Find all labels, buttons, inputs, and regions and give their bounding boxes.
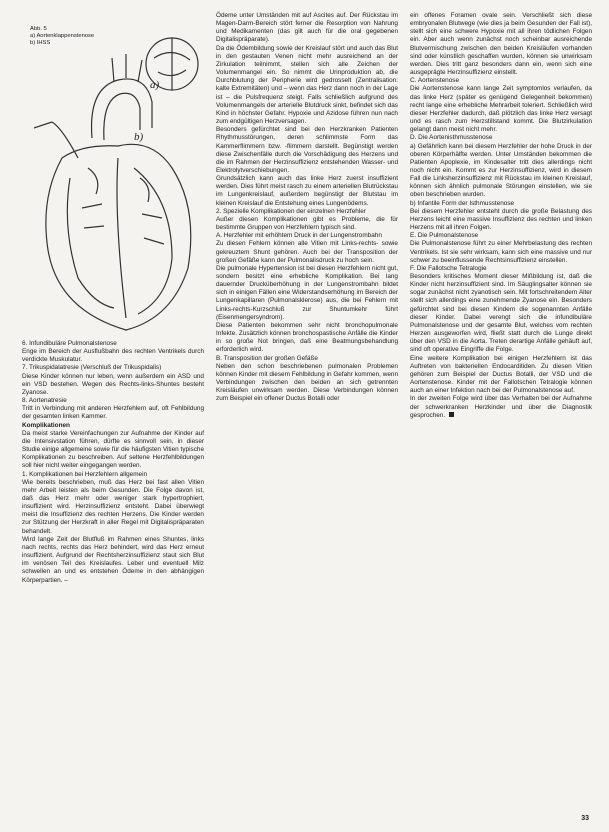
paragraph: Die pulmonale Hypertension ist bei diesen Herzfehlern nicht gut, sondern besitzt eine erhebliche Komplikation. Bei lang dauernder Drucküberhöhung in der Lungenstrombahn bildet sich in einigen Fällen eine Widerstandserhöhung im Bereich der Lungenkapillaren (Pulmonalsklerose) aus, die bei Fehlern mit Links-rechts-Kurzschluß zur Shuntumkehr führt (Eisenmengersyndrom). (216, 264, 398, 321)
paragraph: ein offenes Foramen ovale sein. Verschließt sich diese embryonalen Blutwege (wie dies ja beim Gesunden der Fall ist), stellt sich eine schwere Hypoxie mit all ihren tödlichen Folgen ein. Aber auch wenn zunächst noch scheinbar ausreichende Blutvermischung zwischen den beiden Kreisläufen vorhanden sind oder künstlich geschaffen wurden, können sie unwirksam werden. Dies tritt ganz besonders dann ein, wenn sich eine ausgeprägte Herzinsuffizienz einstellt. (410, 12, 592, 77)
paragraph: Außer diesen Komplikationen gibt es Probleme, die für bestimmte Gruppen von Herzfehlern typisch sind. (216, 215, 398, 232)
closing-text: In der zweiten Folge wird über das Verhalten bei der Aufnahme der schwerkranken Herzkinder und über die Diagnostik gesprochen. (410, 395, 592, 419)
page-number: 33 (581, 815, 589, 822)
figure-caption-line: b) IHSS (30, 40, 51, 46)
paragraph: 8. Aortenatresie Tritt in Verbindung mit anderen Herzfehlern auf, oft Fehlbildung der gesamten linken Kammer. (22, 397, 204, 421)
figure-caption-line: a) Aortenklappenstenose (30, 33, 95, 39)
paragraph: 7. Trikuspidalatresie (Verschluß der Trikuspidalis) Diese Kinder können nur leben, wenn außerdem ein ASD und ein VSD bestehen. Wegen des Rechts-links-Shuntes besteht Zyanose. (22, 364, 204, 396)
label-a: a) (150, 79, 160, 91)
paragraph: Die Aortenstenose kann lange Zeit symptomlos verlaufen, da das linke Herz (später es genügend Gelegenheit bekommen) recht lange eine erhebliche Mehrarbeit toleriert. Schließlich wird dieser Herzfehler dadurch, daß plötzlich das linke Herz versagt und es rasch zum Herzstillstand kommt. Die Blutzirkulation gelangt dann meist nicht mehr. (410, 85, 592, 134)
paragraph: Wird lange Zeit der Blutfluß im Rahmen eines Shuntes, links nach rechts, rechts das Herz behindert, wird das Herz erneut insuffizient. Aufgrund der Rechtsherzinsuffizienz staut sich Blut im venösen Teil des Kreislaufes. Leber und eventuell Milz schwellen an und es entstehen Ödeme in den abhängigen Körperpartien. – (22, 535, 204, 584)
subheading: 1. Komplikationen bei Herzfehlern allgemein (22, 470, 148, 478)
subheading: E. Die Pulmonalstenose (410, 232, 479, 240)
end-of-article-mark (449, 412, 454, 417)
paragraph: Da die Ödembildung sowie der Kreislauf stört und auch das Blut in den gestauten Venen nicht mehr ausreichend an der Zirkulation teilnimmt, stellen sich alle Zeichen der Volumenmangel ein. So nimmt die Urinproduktion ab, die Durchblutung der Peripherie wird gedrosselt (Zentralisation: kalte Extremitäten) und – wenn das Herz dann noch in der Lage ist – die Pulsfrequenz steigt. Falls schließlich aufgrund des Volumenmangels der arterielle Blutdruck sinkt, befindet sich das Kind in höchster Gefahr. Hypoxie und Azidose führen nun nach zum endgültigen Herzversagen. (216, 44, 398, 126)
paragraph: Ödeme unter Umständen mit auf Ascites auf. Der Rückstau im Magen-Darm-Bereich stört ferner die Resorption von Nahrung und Medikamenten (das gilt auch für die oral gegebenen Digitalispräparate). (216, 12, 398, 44)
subheading: D. Die Aortenisthmusstenose (410, 134, 493, 142)
paragraph: 6. Infundibuläre Pulmonalstenose Enge im Bereich der Ausflußbahn des rechten Ventrikels durch verdickte Muskulatur. (22, 340, 204, 364)
paragraph: Wie bereits beschrieben, muß das Herz bei fast allen Vitien mehr Arbeit leisten als beim Gesunden. Die Folge davon ist, daß das Herz mehr oder weniger stark hypertrophiert, insuffizient wird. Herzinsuffizienz entsteht. Dabei überwiegt meist die Insuffizienz des rechten Herzens. Die Kinder werden zur Stützung der Herzkraft in aller Regel mit Digitalispräparaten behandelt. (22, 478, 204, 535)
figure-caption-line: Abb. 5 (30, 26, 47, 32)
paragraph: Besonders gefürchtet sind bei den Herzkranken Patienten Rhythmusstörungen, deren schlimmste Form das Kammerflimmern bzw. -flimmern darstellt. Begünstigt werden diese Zwischenfälle durch die Vorschädigung des Herzens und die im Rahmen der Herzinsuffizienz entstehenden Wasser- und Elektrolytverschiebungen. (216, 126, 398, 174)
paragraph (410, 395, 592, 419)
paragraph: Eine weitere Komplikation bei einigen Herzfehlern ist das Auftreten von bakteriellen Endocarditiden. Zu diesen Vitien gehören zum Beispiel der Ductus Botalli, der VSD und die Aortenstenose. Kinder mit der Fallotschen Tetralogie können auch an einer Infektion nach bei der Pulmonalstenose auf. (410, 354, 592, 395)
subheading: F. Die Fallotsche Tetralogie (410, 264, 487, 272)
paragraph: Diese Patienten bekommen sehr nicht bronchopulmonale Infekte. Zusätzlich können bronchospastische Anfälle die Kinder in so große Not bringen, daß eine Beatmungsbehandlung erforderlich wird. (216, 321, 398, 354)
column-3 (410, 12, 592, 420)
paragraph: Grundsätzlich kann auch das linke Herz zuerst insuffizient werden. Dies führt meist rasch zu einem arteriellen Blutrückstau im Lungenkreislauf, außerdem begünstigt der Blutstau im kleinen Kreislauf die Entstehung eines Lungenödems. (216, 175, 398, 207)
subheading: B. Transposition der großen Gefäße (216, 354, 318, 362)
heart-illustration (22, 18, 204, 336)
subheading: C. Aortenstenose (410, 77, 460, 85)
subheading: 2. Spezielle Komplikationen der einzelnen Herzfehler (216, 207, 366, 215)
subheading: A. Herzfehler mit erhöhtem Druck in der Lungenstrombahn (216, 232, 382, 240)
figure-caption (30, 26, 94, 47)
paragraph: Zu diesen Fehlern können alle Vitien mit Links-rechts- sowie gekreuztem Shunt gehören. Auch bei der Transposition der großen Gefäße kann der Pulmonalisdruck zu hoch sein. (216, 240, 398, 264)
column-1 (22, 340, 204, 585)
paragraph: Bei diesem Herzfehler entsteht durch die große Belastung des Herzens leicht eine massive Insuffizienz des rechten und linken Herzens mit all ihren Folgen. (410, 207, 592, 232)
column-2 (216, 12, 398, 404)
paragraph: Besonders kritisches Moment dieser Mißbildung ist, daß die Kinder nicht herzinsuffizient sind. Im Säuglingsalter können sie sogar zunächst nicht zyanotisch sein. Mit fortschreitendem Alter stellt sich allerdings eine zunehmende Zyanose ein. Besonders gefürchtet sind bei diesen Kindern die sogenannten Anfälle dieser Kinder. Dabei verengt sich die infundibuläre Pulmonalstenose und der gesamte Blut, welches vom rechten Herzen ausgeworfen wird, fließt statt durch die Lunge direkt über den VSD in die Aorta. Treten derartige Anfälle gehäuft auf, sind oft operative Eingriffe die Folge. (410, 273, 592, 354)
paragraph: a) Gefährlich kann bei diesem Herzfehler der hohe Druck in der oberen Körperhälfte werden. Unter Umständen bekommen die Patienten Apoplexie, im Kindesalter tritt dies allerdings nicht noch nicht ein. Kommt es zur Herzinsuffizienz, wird in diesem Fall die Linksherzinsuffizienz mit Rückstau im kleinen Kreislauf, können sich ähnlich pulmonale Störungen einstellen, wie sie oben beschrieben wurden. (410, 142, 592, 199)
subheading: b) Infantile Form der Isthmusstenose (410, 199, 515, 207)
paragraph: Da meist starke Vereinfachungen zur Aufnahme der Kinder auf die Intensivstation führen, dürfte es sinnvoll sein, in dieser Studie einige allgemeine sowie für die häufigsten Vitien typische Komplikationen zu beschreiben. Auf seltene Herzfehlbildungen soll hier nicht weiter eingegangen werden. (22, 429, 204, 470)
label-b: b) (134, 131, 144, 143)
paragraph: Neben den schon beschriebenen pulmonalen Problemen können Kinder mit diesem Fehlbildung in Gefahr kommen, wenn Verbindungen zwischen den beiden an sich getrennten Kreisläufen unwirksam werden. Diese Verbindungen können zum Beispiel ein offener Ductus Botalli oder (216, 362, 398, 403)
heart-drawing (22, 18, 204, 336)
paragraph: Die Pulmonalstenose führt zu einer Mehrbelastung des rechten Ventrikels. Ist sie sehr wirksam, kann sich eine massive und nur schwer zu beeinflussende Rechtsinsuffizienz einstellen. (410, 240, 592, 264)
section-heading: Komplikationen (22, 421, 70, 429)
